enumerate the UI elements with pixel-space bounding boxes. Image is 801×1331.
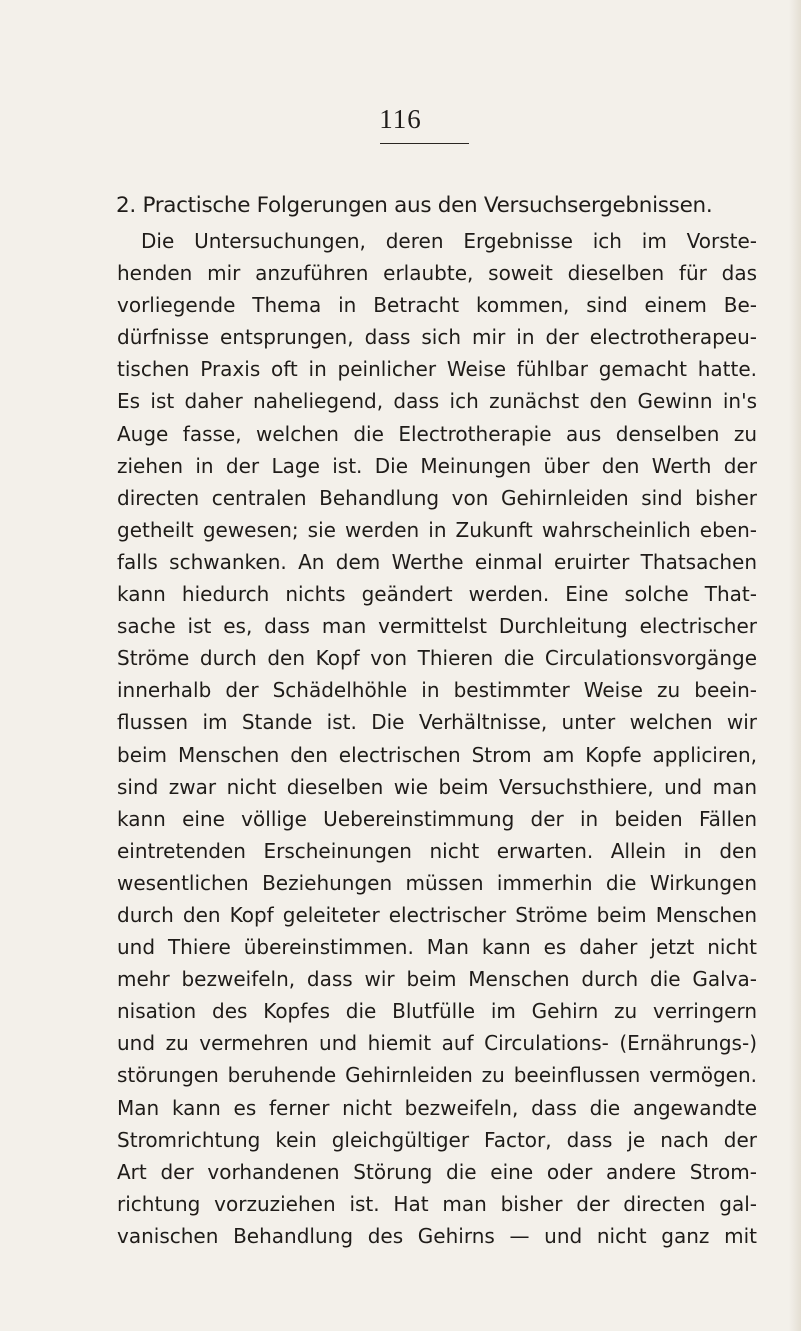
text-line: ziehen in der Lage ist. Die Meinungen über den Werth der xyxy=(117,453,757,478)
text-line: Stromrichtung kein gleichgültiger Factor, dass je nach der xyxy=(117,1127,757,1152)
text-line: innerhalb der Schädelhöhle in bestimmter Weise zu beein- xyxy=(117,678,757,703)
text-line: directen centralen Behandlung von Gehirnleiden sind bisher xyxy=(117,485,757,510)
page-number-underline xyxy=(380,143,469,144)
text-line: Es ist daher naheliegend, dass ich zunächst den Gewinn in's xyxy=(117,389,757,414)
page-number: 116 xyxy=(379,104,422,134)
text-line: eintretenden Erscheinungen nicht erwarten. Allein in den xyxy=(117,838,757,863)
text-line: Art der vorhandenen Störung die eine oder andere Strom- xyxy=(117,1159,757,1184)
text-line: Die Untersuchungen, deren Ergebnisse ich im Vorste- xyxy=(141,229,757,253)
text-line: Ströme durch den Kopf von Thieren die Circulationsvorgänge xyxy=(117,646,757,671)
text-line: sache ist es, dass man vermittelst Durchleitung electrischer xyxy=(117,614,757,639)
text-line: durch den Kopf geleiteter electrischer Ströme beim Menschen xyxy=(117,902,757,927)
text-line: getheilt gewesen; sie werden in Zukunft wahrscheinlich eben- xyxy=(117,517,757,542)
text-line: und Thiere übereinstimmen. Man kann es daher jetzt nicht xyxy=(117,935,757,960)
text-line: mehr bezweifeln, dass wir beim Menschen durch die Galva- xyxy=(117,967,757,992)
text-line: kann hiedurch nichts geändert werden. Eine solche That- xyxy=(117,582,757,607)
text-line: richtung vorzuziehen ist. Hat man bisher der directen gal- xyxy=(117,1191,757,1216)
text-line: sind zwar nicht dieselben wie beim Versuchsthiere, und man xyxy=(117,774,757,799)
page-edge-shadow xyxy=(789,0,801,1331)
text-line: flussen im Stande ist. Die Verhältnisse, unter welchen wir xyxy=(117,710,757,735)
text-line: kann eine völlige Uebereinstimmung der in beiden Fällen xyxy=(117,806,757,831)
text-line: vanischen Behandlung des Gehirns — und nicht ganz mit xyxy=(117,1223,757,1248)
section-heading: 2. Practische Folgerungen aus den Versuchsergebnissen. xyxy=(116,193,713,218)
text-line: beim Menschen den electrischen Strom am Kopfe appliciren, xyxy=(117,742,757,767)
text-line: nisation des Kopfes die Blutfülle im Gehirn zu verringern xyxy=(117,999,757,1024)
text-line: dürfnisse entsprungen, dass sich mir in der electrotherapeu- xyxy=(117,325,757,350)
text-line: störungen beruhende Gehirnleiden zu beeinflussen vermögen. xyxy=(117,1063,757,1088)
text-line: wesentlichen Beziehungen müssen immerhin die Wirkungen xyxy=(117,870,757,895)
text-line: tischen Praxis oft in peinlicher Weise fühlbar gemacht hatte. xyxy=(117,357,757,382)
text-line: vorliegende Thema in Betracht kommen, sind einem Be- xyxy=(117,293,757,318)
text-line: Auge fasse, welchen die Electrotherapie aus denselben zu xyxy=(117,421,757,446)
text-line: falls schwanken. An dem Werthe einmal eruirter Thatsachen xyxy=(117,549,757,574)
text-line: Man kann es ferner nicht bezweifeln, dass die angewandte xyxy=(117,1095,757,1120)
text-line: und zu vermehren und hiemit auf Circulations- (Ernährungs-) xyxy=(117,1031,757,1056)
body-paragraph xyxy=(117,225,757,1252)
text-line: henden mir anzuführen erlaubte, soweit dieselben für das xyxy=(117,261,757,286)
